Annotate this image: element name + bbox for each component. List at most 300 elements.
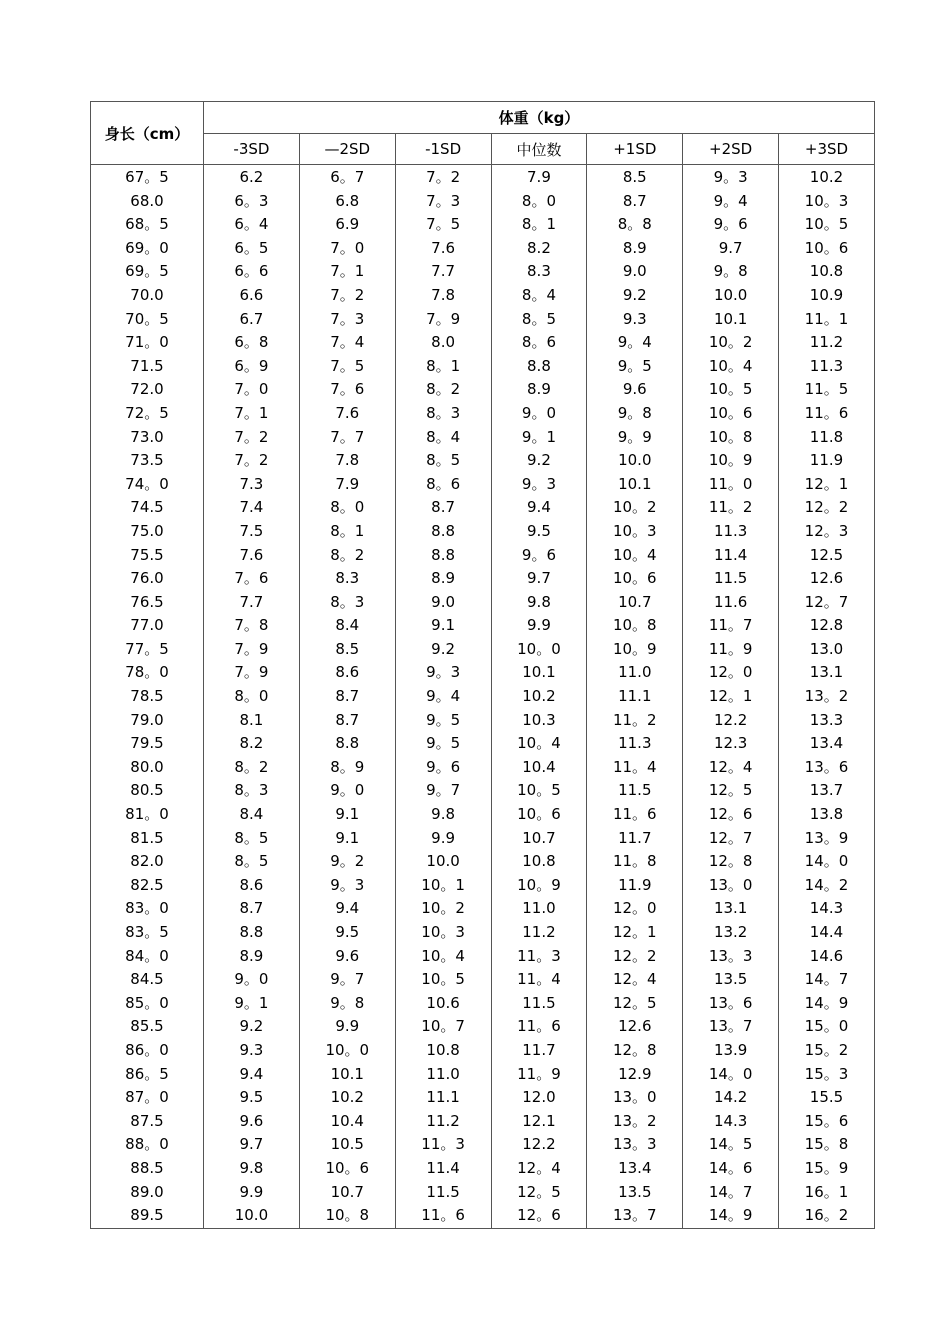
cell-plus-1sd: 11。4 [587, 756, 683, 780]
cell-minus-2sd: 9。8 [299, 992, 395, 1016]
table-row [91, 638, 875, 662]
cell-minus-2sd: 8.8 [299, 732, 395, 756]
table-row [91, 426, 875, 450]
cell-minus-1sd: 9.8 [395, 803, 491, 827]
table-row [91, 874, 875, 898]
cell-median: 12.2 [491, 1133, 587, 1157]
cell-plus-1sd: 9.0 [587, 260, 683, 284]
table-row [91, 213, 875, 237]
cell-plus-1sd: 9。4 [587, 331, 683, 355]
cell-plus-3sd: 14.6 [779, 945, 875, 969]
column-header-minus-1sd: -1SD [395, 134, 491, 165]
cell-plus-1sd: 10。4 [587, 544, 683, 568]
cell-plus-1sd: 12。2 [587, 945, 683, 969]
cell-plus-3sd: 10。3 [779, 190, 875, 214]
cell-minus-3sd: 9。0 [204, 968, 300, 992]
cell-height: 80.0 [91, 756, 204, 780]
cell-minus-3sd: 6.2 [204, 165, 300, 190]
cell-minus-1sd: 8。6 [395, 473, 491, 497]
cell-median: 11。9 [491, 1063, 587, 1087]
cell-median: 9。6 [491, 544, 587, 568]
cell-minus-1sd: 7。9 [395, 308, 491, 332]
cell-plus-1sd: 13。3 [587, 1133, 683, 1157]
cell-median: 9。1 [491, 426, 587, 450]
cell-plus-1sd: 12。4 [587, 968, 683, 992]
cell-plus-1sd: 10.7 [587, 591, 683, 615]
cell-median: 11.2 [491, 921, 587, 945]
cell-height: 78。0 [91, 661, 204, 685]
table-row [91, 1181, 875, 1205]
table-row [91, 378, 875, 402]
cell-minus-2sd: 10.5 [299, 1133, 395, 1157]
cell-plus-3sd: 15。2 [779, 1039, 875, 1063]
table-row [91, 1039, 875, 1063]
cell-plus-1sd: 9.6 [587, 378, 683, 402]
cell-minus-3sd: 8。2 [204, 756, 300, 780]
cell-minus-2sd: 7。7 [299, 426, 395, 450]
cell-minus-3sd: 7。0 [204, 378, 300, 402]
cell-median: 10。5 [491, 779, 587, 803]
cell-plus-3sd: 13.7 [779, 779, 875, 803]
cell-plus-1sd: 9。5 [587, 355, 683, 379]
cell-height: 75.0 [91, 520, 204, 544]
cell-plus-3sd: 10。6 [779, 237, 875, 261]
table-row [91, 661, 875, 685]
cell-plus-3sd: 11.2 [779, 331, 875, 355]
cell-minus-1sd: 8。5 [395, 449, 491, 473]
cell-median: 9.5 [491, 520, 587, 544]
cell-height: 76.0 [91, 567, 204, 591]
cell-plus-2sd: 11.6 [683, 591, 779, 615]
cell-plus-1sd: 12.9 [587, 1063, 683, 1087]
cell-height: 69。5 [91, 260, 204, 284]
cell-plus-2sd: 11.4 [683, 544, 779, 568]
cell-plus-1sd: 12。8 [587, 1039, 683, 1063]
cell-minus-1sd: 11.4 [395, 1157, 491, 1181]
cell-minus-2sd: 7.8 [299, 449, 395, 473]
cell-plus-2sd: 13.9 [683, 1039, 779, 1063]
cell-height: 89.0 [91, 1181, 204, 1205]
cell-plus-2sd: 13。6 [683, 992, 779, 1016]
cell-median: 10.7 [491, 827, 587, 851]
cell-plus-2sd: 10。5 [683, 378, 779, 402]
cell-median: 12。4 [491, 1157, 587, 1181]
cell-minus-2sd: 9.1 [299, 803, 395, 827]
table-row [91, 614, 875, 638]
table-row [91, 308, 875, 332]
cell-minus-1sd: 9。3 [395, 661, 491, 685]
cell-plus-3sd: 12。1 [779, 473, 875, 497]
cell-median: 8.8 [491, 355, 587, 379]
cell-plus-2sd: 11.5 [683, 567, 779, 591]
cell-minus-2sd: 7。2 [299, 284, 395, 308]
cell-minus-1sd: 8.9 [395, 567, 491, 591]
cell-minus-3sd: 9.5 [204, 1086, 300, 1110]
cell-plus-2sd: 10。6 [683, 402, 779, 426]
cell-plus-3sd: 16。2 [779, 1204, 875, 1228]
cell-minus-1sd: 10.6 [395, 992, 491, 1016]
cell-median: 10.8 [491, 850, 587, 874]
cell-minus-2sd: 7。1 [299, 260, 395, 284]
cell-height: 68.0 [91, 190, 204, 214]
column-header-plus-2sd: +2SD [683, 134, 779, 165]
cell-height: 85.5 [91, 1015, 204, 1039]
table-row [91, 685, 875, 709]
cell-plus-1sd: 12.6 [587, 1015, 683, 1039]
table-row [91, 803, 875, 827]
cell-minus-1sd: 7.6 [395, 237, 491, 261]
table-row [91, 850, 875, 874]
cell-minus-3sd: 6。9 [204, 355, 300, 379]
cell-plus-1sd: 11。8 [587, 850, 683, 874]
cell-minus-3sd: 8.8 [204, 921, 300, 945]
cell-median: 12。5 [491, 1181, 587, 1205]
cell-plus-3sd: 14。2 [779, 874, 875, 898]
cell-minus-2sd: 9.6 [299, 945, 395, 969]
table-row [91, 1133, 875, 1157]
cell-plus-1sd: 8.5 [587, 165, 683, 190]
cell-plus-3sd: 14.3 [779, 897, 875, 921]
cell-minus-3sd: 8。0 [204, 685, 300, 709]
cell-minus-2sd: 8.3 [299, 567, 395, 591]
cell-minus-3sd: 8。5 [204, 850, 300, 874]
cell-minus-3sd: 7.3 [204, 473, 300, 497]
cell-plus-2sd: 14.2 [683, 1086, 779, 1110]
cell-plus-2sd: 9.7 [683, 237, 779, 261]
cell-plus-1sd: 13.4 [587, 1157, 683, 1181]
cell-median: 10.4 [491, 756, 587, 780]
cell-plus-1sd: 9.3 [587, 308, 683, 332]
cell-plus-2sd: 10.0 [683, 284, 779, 308]
cell-plus-3sd: 12。7 [779, 591, 875, 615]
cell-height: 77.0 [91, 614, 204, 638]
table-row [91, 1157, 875, 1181]
cell-minus-2sd: 10。0 [299, 1039, 395, 1063]
cell-median: 10.1 [491, 661, 587, 685]
cell-plus-2sd: 14。0 [683, 1063, 779, 1087]
cell-median: 8.3 [491, 260, 587, 284]
cell-median: 9.2 [491, 449, 587, 473]
cell-plus-1sd: 11。6 [587, 803, 683, 827]
cell-median: 9。0 [491, 402, 587, 426]
cell-minus-3sd: 6。8 [204, 331, 300, 355]
cell-height: 71.5 [91, 355, 204, 379]
cell-plus-1sd: 8.7 [587, 190, 683, 214]
cell-height: 81.5 [91, 827, 204, 851]
cell-plus-1sd: 10。9 [587, 638, 683, 662]
cell-plus-2sd: 9。3 [683, 165, 779, 190]
cell-median: 9.4 [491, 496, 587, 520]
cell-plus-1sd: 10。3 [587, 520, 683, 544]
cell-height: 86。5 [91, 1063, 204, 1087]
cell-minus-3sd: 8.2 [204, 732, 300, 756]
weight-group-header: 体重（kg） [204, 102, 875, 134]
table-row [91, 968, 875, 992]
cell-height: 67。5 [91, 165, 204, 190]
cell-minus-2sd: 10.1 [299, 1063, 395, 1087]
cell-plus-3sd: 11.9 [779, 449, 875, 473]
cell-plus-2sd: 10。2 [683, 331, 779, 355]
cell-minus-1sd: 11.2 [395, 1110, 491, 1134]
cell-minus-1sd: 8.8 [395, 520, 491, 544]
cell-median: 10。0 [491, 638, 587, 662]
cell-minus-3sd: 7.5 [204, 520, 300, 544]
cell-plus-2sd: 11。7 [683, 614, 779, 638]
cell-minus-1sd: 9.2 [395, 638, 491, 662]
table-row [91, 921, 875, 945]
table-row [91, 1063, 875, 1087]
cell-minus-3sd: 6。4 [204, 213, 300, 237]
cell-plus-3sd: 13.8 [779, 803, 875, 827]
cell-plus-3sd: 13.1 [779, 661, 875, 685]
cell-plus-3sd: 13。2 [779, 685, 875, 709]
cell-median: 8。4 [491, 284, 587, 308]
cell-height: 73.5 [91, 449, 204, 473]
cell-minus-2sd: 9.5 [299, 921, 395, 945]
table-row [91, 945, 875, 969]
cell-plus-1sd: 9。9 [587, 426, 683, 450]
cell-plus-1sd: 11.0 [587, 661, 683, 685]
cell-minus-1sd: 7.7 [395, 260, 491, 284]
cell-median: 8。1 [491, 213, 587, 237]
cell-plus-2sd: 9。8 [683, 260, 779, 284]
cell-plus-3sd: 15。0 [779, 1015, 875, 1039]
table-row [91, 709, 875, 733]
cell-height: 72。5 [91, 402, 204, 426]
cell-minus-2sd: 7。5 [299, 355, 395, 379]
table-row [91, 473, 875, 497]
cell-minus-3sd: 6。5 [204, 237, 300, 261]
cell-plus-3sd: 10。5 [779, 213, 875, 237]
cell-height: 88。0 [91, 1133, 204, 1157]
cell-height: 79.5 [91, 732, 204, 756]
cell-plus-2sd: 10.1 [683, 308, 779, 332]
cell-median: 11。3 [491, 945, 587, 969]
cell-minus-1sd: 9。4 [395, 685, 491, 709]
cell-minus-1sd: 11.5 [395, 1181, 491, 1205]
column-header-median: 中位数 [491, 134, 587, 165]
cell-height: 81。0 [91, 803, 204, 827]
cell-height: 86。0 [91, 1039, 204, 1063]
cell-plus-3sd: 14。9 [779, 992, 875, 1016]
cell-minus-1sd: 8.8 [395, 544, 491, 568]
cell-plus-3sd: 13。6 [779, 756, 875, 780]
cell-median: 9.9 [491, 614, 587, 638]
cell-plus-2sd: 12。7 [683, 827, 779, 851]
cell-plus-2sd: 13。7 [683, 1015, 779, 1039]
cell-height: 82.0 [91, 850, 204, 874]
cell-plus-2sd: 11.3 [683, 520, 779, 544]
cell-median: 8.9 [491, 378, 587, 402]
cell-median: 8.2 [491, 237, 587, 261]
cell-minus-3sd: 8.1 [204, 709, 300, 733]
cell-minus-1sd: 9。5 [395, 709, 491, 733]
cell-height: 68。5 [91, 213, 204, 237]
table-row [91, 449, 875, 473]
cell-height: 71。0 [91, 331, 204, 355]
cell-minus-3sd: 8.7 [204, 897, 300, 921]
cell-minus-2sd: 8。2 [299, 544, 395, 568]
cell-plus-1sd: 8。8 [587, 213, 683, 237]
cell-minus-3sd: 9.7 [204, 1133, 300, 1157]
cell-minus-3sd: 7。6 [204, 567, 300, 591]
cell-minus-2sd: 7。6 [299, 378, 395, 402]
table-row [91, 1086, 875, 1110]
cell-plus-2sd: 10。8 [683, 426, 779, 450]
cell-height: 87。0 [91, 1086, 204, 1110]
cell-minus-3sd: 6。6 [204, 260, 300, 284]
cell-height: 75.5 [91, 544, 204, 568]
table-header [91, 102, 875, 165]
cell-plus-1sd: 9。8 [587, 402, 683, 426]
cell-median: 10。9 [491, 874, 587, 898]
cell-height: 89.5 [91, 1204, 204, 1228]
cell-minus-2sd: 7。0 [299, 237, 395, 261]
cell-minus-2sd: 8.7 [299, 685, 395, 709]
cell-minus-3sd: 9。1 [204, 992, 300, 1016]
cell-minus-1sd: 10。7 [395, 1015, 491, 1039]
cell-minus-1sd: 11。6 [395, 1204, 491, 1228]
cell-plus-3sd: 10.8 [779, 260, 875, 284]
cell-minus-3sd: 7。1 [204, 402, 300, 426]
cell-minus-3sd: 7。8 [204, 614, 300, 638]
table-row [91, 284, 875, 308]
header-row-sd [91, 134, 875, 165]
cell-plus-2sd: 14.3 [683, 1110, 779, 1134]
cell-plus-1sd: 12。5 [587, 992, 683, 1016]
cell-minus-1sd: 10。3 [395, 921, 491, 945]
table-row [91, 567, 875, 591]
column-header-plus-1sd: +1SD [587, 134, 683, 165]
cell-median: 7.9 [491, 165, 587, 190]
cell-height: 73.0 [91, 426, 204, 450]
cell-minus-1sd: 9.1 [395, 614, 491, 638]
cell-minus-1sd: 10.0 [395, 850, 491, 874]
table-row [91, 756, 875, 780]
cell-minus-3sd: 8.6 [204, 874, 300, 898]
cell-median: 9.8 [491, 591, 587, 615]
cell-height: 84。0 [91, 945, 204, 969]
cell-height: 76.5 [91, 591, 204, 615]
cell-median: 8。5 [491, 308, 587, 332]
table-row [91, 402, 875, 426]
cell-minus-1sd: 9。6 [395, 756, 491, 780]
cell-plus-2sd: 14。6 [683, 1157, 779, 1181]
cell-plus-2sd: 13.5 [683, 968, 779, 992]
cell-plus-2sd: 12。8 [683, 850, 779, 874]
cell-minus-1sd: 11.0 [395, 1063, 491, 1087]
cell-minus-2sd: 10。8 [299, 1204, 395, 1228]
cell-plus-3sd: 16。1 [779, 1181, 875, 1205]
table-row [91, 1015, 875, 1039]
cell-plus-3sd: 10.2 [779, 165, 875, 190]
weight-for-height-table [90, 101, 875, 1229]
cell-minus-2sd: 8.6 [299, 661, 395, 685]
table-row [91, 992, 875, 1016]
cell-minus-2sd: 9。3 [299, 874, 395, 898]
cell-plus-3sd: 15。8 [779, 1133, 875, 1157]
cell-minus-3sd: 6.7 [204, 308, 300, 332]
cell-plus-2sd: 10。4 [683, 355, 779, 379]
cell-minus-1sd: 11.1 [395, 1086, 491, 1110]
cell-median: 10.2 [491, 685, 587, 709]
table-row [91, 190, 875, 214]
cell-plus-2sd: 10。9 [683, 449, 779, 473]
cell-height: 80.5 [91, 779, 204, 803]
column-header-plus-3sd: +3SD [779, 134, 875, 165]
cell-minus-2sd: 10.4 [299, 1110, 395, 1134]
cell-plus-2sd: 9。4 [683, 190, 779, 214]
cell-median: 9.7 [491, 567, 587, 591]
cell-height: 88.5 [91, 1157, 204, 1181]
cell-plus-3sd: 15。6 [779, 1110, 875, 1134]
cell-height: 72.0 [91, 378, 204, 402]
cell-minus-2sd: 6.9 [299, 213, 395, 237]
cell-minus-2sd: 8。0 [299, 496, 395, 520]
cell-median: 11.0 [491, 897, 587, 921]
cell-plus-3sd: 15。3 [779, 1063, 875, 1087]
cell-plus-2sd: 11。2 [683, 496, 779, 520]
cell-plus-2sd: 12。5 [683, 779, 779, 803]
cell-plus-2sd: 11。9 [683, 638, 779, 662]
height-column-header: 身长（cm） [91, 102, 204, 165]
cell-height: 83。5 [91, 921, 204, 945]
cell-minus-1sd: 10。1 [395, 874, 491, 898]
cell-minus-2sd: 7.6 [299, 402, 395, 426]
cell-plus-1sd: 10。8 [587, 614, 683, 638]
table-row [91, 591, 875, 615]
cell-minus-3sd: 7.7 [204, 591, 300, 615]
cell-plus-1sd: 8.9 [587, 237, 683, 261]
cell-plus-3sd: 11。1 [779, 308, 875, 332]
table-row [91, 496, 875, 520]
cell-minus-2sd: 8.5 [299, 638, 395, 662]
cell-height: 78.5 [91, 685, 204, 709]
cell-minus-3sd: 7。2 [204, 426, 300, 450]
cell-plus-2sd: 12.3 [683, 732, 779, 756]
cell-minus-1sd: 8.7 [395, 496, 491, 520]
cell-plus-2sd: 12。6 [683, 803, 779, 827]
cell-minus-3sd: 9.4 [204, 1063, 300, 1087]
table-body [91, 165, 875, 1229]
cell-minus-2sd: 10.7 [299, 1181, 395, 1205]
cell-minus-2sd: 10.2 [299, 1086, 395, 1110]
cell-minus-3sd: 9.3 [204, 1039, 300, 1063]
cell-minus-3sd: 7。9 [204, 661, 300, 685]
table-row [91, 520, 875, 544]
cell-minus-2sd: 8。1 [299, 520, 395, 544]
cell-plus-1sd: 12。0 [587, 897, 683, 921]
cell-plus-2sd: 12。1 [683, 685, 779, 709]
cell-plus-3sd: 12。2 [779, 496, 875, 520]
table-row [91, 331, 875, 355]
cell-median: 12。6 [491, 1204, 587, 1228]
cell-minus-3sd: 7。2 [204, 449, 300, 473]
cell-minus-1sd: 9。5 [395, 732, 491, 756]
cell-median: 12.0 [491, 1086, 587, 1110]
cell-plus-1sd: 10。6 [587, 567, 683, 591]
cell-plus-1sd: 11.5 [587, 779, 683, 803]
cell-plus-3sd: 15。9 [779, 1157, 875, 1181]
cell-plus-1sd: 11.7 [587, 827, 683, 851]
cell-plus-1sd: 9.2 [587, 284, 683, 308]
cell-minus-2sd: 7。3 [299, 308, 395, 332]
cell-minus-2sd: 9.1 [299, 827, 395, 851]
cell-median: 8。0 [491, 190, 587, 214]
cell-plus-3sd: 12.6 [779, 567, 875, 591]
cell-plus-2sd: 14。7 [683, 1181, 779, 1205]
cell-height: 87.5 [91, 1110, 204, 1134]
